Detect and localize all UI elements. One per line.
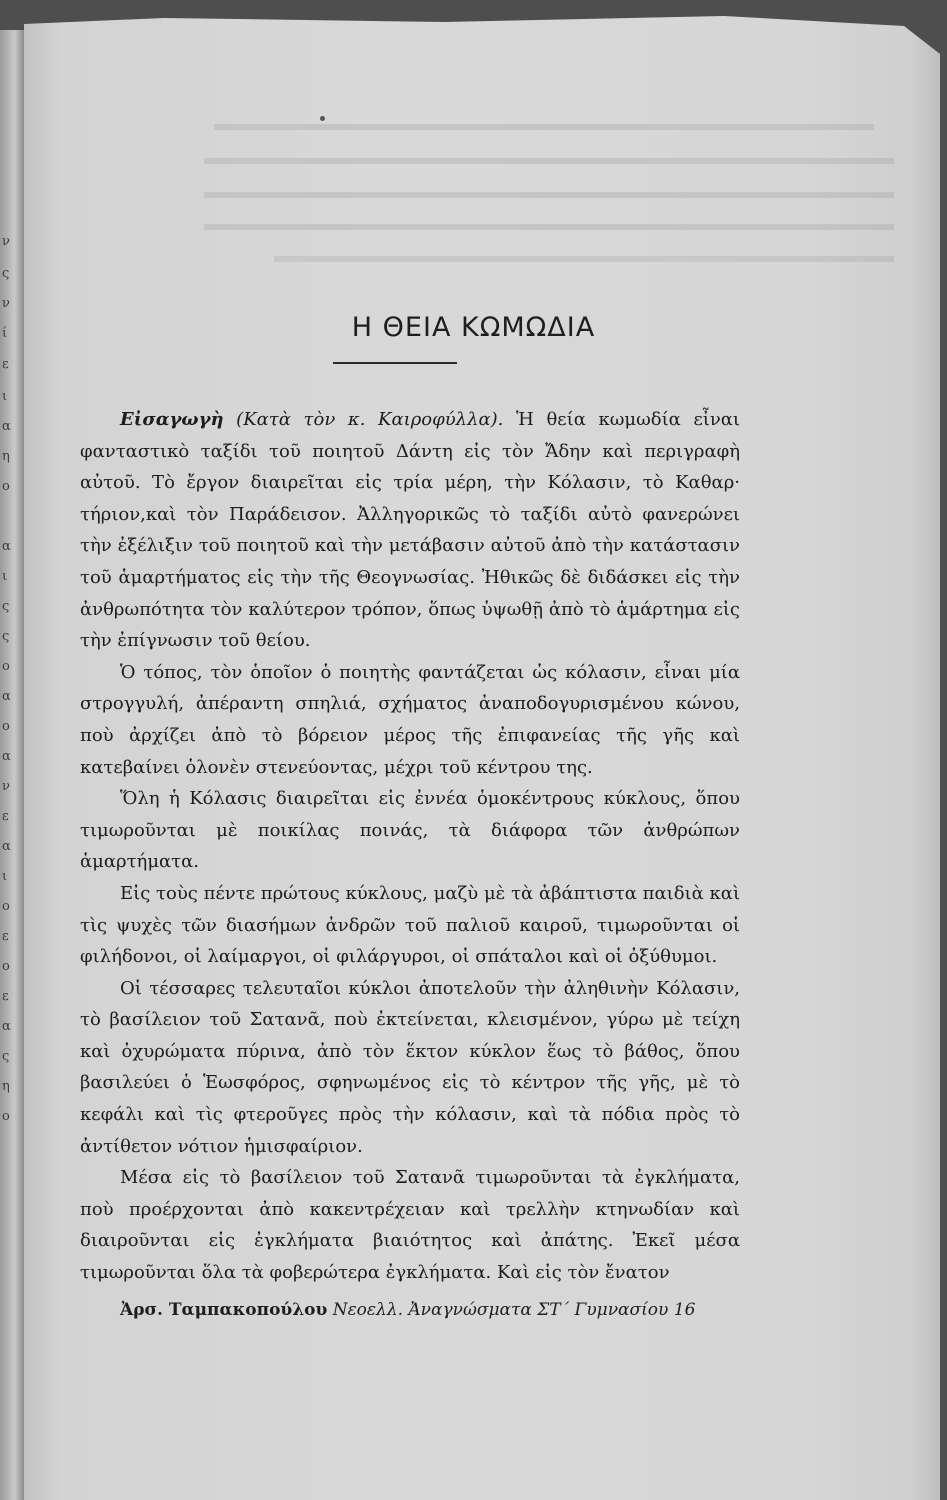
paragraph: Μέσα εἰς τὸ βασίλειον τοῦ Σατανᾶ τιμωροῦνται τὰ ἐγκλήματα, ποὺ προέρχονται ἀπὸ κακεντρέχειαν καὶ τρελλὴν κτηνωδίαν καὶ διαιροῦνται εἰς ἐγκλήματα βιαιότητος καὶ ἀπάτης. Ἐκεῖ μέσα τιμωροῦνται ὅλα τὰ φοβερώτερα ἐγκλήματα. Καὶ εἰς τὸν ἔνατον bbox=[80, 1167, 740, 1284]
page-title: Η ΘΕΙΑ ΚΩΜΩΔΙΑ bbox=[351, 312, 596, 343]
paragraph: Ὅλη ἡ Κόλασις διαιρεῖται εἰς ἐννέα ὁμοκέντρους κύκλους, ὅπου τιμωροῦνται μὲ ποικίλας ποινάς, τὰ διάφορα τῶν ἀνθρώπων ἁμαρτήματα. bbox=[80, 788, 740, 873]
intro-label: Εἰσαγωγὴ bbox=[120, 409, 224, 430]
show-through-text bbox=[154, 114, 934, 304]
intro-paragraph bbox=[80, 404, 740, 657]
intro-source: (Κατὰ τὸν κ. Καιροφύλλα). bbox=[236, 409, 504, 430]
previous-page-edge: ν ς ν ί ε ι α η ο α ι ς ς ο α ο α ν ε α ι ο ε ο ε α ς η ο bbox=[0, 30, 24, 1500]
paragraph: Εἰς τοὺς πέντε πρώτους κύκλους, μαζὺ μὲ τὰ ἀβάπτιστα παιδιὰ καὶ τὶς ψυχὲς τῶν διασήμων ἀνδρῶν τοῦ παλιοῦ καιροῦ, τιμωροῦνται οἱ φιλήδονοι, οἱ λαίμαργοι, οἱ φιλάργυροι, οἱ σπάταλοι καὶ οἱ ὀξύθυμοι. bbox=[80, 882, 740, 968]
paragraph: Οἱ τέσσαρες τελευταῖοι κύκλοι ἀποτελοῦν τὴν ἀληθινὴν Κόλασιν, τὸ βασίλειον τοῦ Σατανᾶ, ποὺ ἐκτείνεται, κλεισμένον, γύρω μὲ τείχη καὶ ὀχυρώματα πύρινα, ἀπὸ τὸν ἕκτον κύκλον ἕως τὸ βάθος, ὅπου βασιλεύει ὁ Ἑωσφόρος, σφηνωμένος εἰς τὸ κέντρον τῆς γῆς, μὲ τὸ κεφάλι καὶ τὶς φτεροῦγες πρὸς τὴν κόλασιν, καὶ τὰ πόδια πρὸς τὸ ἀντίθετον νότιον ἡμισφαίριον. bbox=[80, 977, 740, 1157]
page-mark bbox=[320, 116, 325, 121]
paragraph: Ὁ τόπος, τὸν ὁποῖον ὁ ποιητὴς φαντάζεται ὡς κόλασιν, εἶναι μία στρογγυλή, ἀπέραντη σπηλιά, σχήματος ἀναποδογυρισμένου κώνου, ποὺ ἀρχίζει ἀπὸ τὸ βόρειον μέρος τῆς ἐπιφανείας τῆς γῆς καὶ κατεβαίνει ὁλονὲν στενεύοντας, μέχρι τοῦ κέντρου της. bbox=[80, 661, 740, 778]
footer-book: Νεοελλ. Ἀναγνώσματα ΣΤ΄ Γυμνασίου 16 bbox=[332, 1300, 696, 1320]
bleed-lines bbox=[154, 114, 934, 294]
article-body bbox=[80, 404, 740, 1289]
source-footer bbox=[120, 1300, 745, 1320]
footer-author: Ἀρσ. Ταμπακοπούλου bbox=[120, 1300, 328, 1320]
intro-text: Ἡ θεία κωμωδία εἶναι φανταστικὸ ταξίδι τοῦ ποιητοῦ Δάντη εἰς τὸν Ἄδην καὶ περιγραφὴ αὐτοῦ. Τὸ ἔργον διαιρεῖται εἰς τρία μέρη, τὴν Κόλασιν, τὸ Καθαρ· τήριον,καὶ τὸν Παράδεισον. Ἀλληγορικῶς τὸ ταξίδι αὐτὸ φανερώνει τὴν ἐξέλιξιν τοῦ ποιητοῦ καὶ τὴν μετάβασιν αὐτοῦ ἀπὸ τὴν κατάστασιν τοῦ ἁμαρτήματος εἰς τὴν τῆς Θεογνωσίας. Ἠθικῶς δὲ διδάσκει εἰς τὴν ἀνθρωπότητα τὸν καλύτερον τρόπον, ὅπως ὑψωθῇ ἀπὸ τὸ ἁμάρτημα εἰς τὴν ἐπίγνωσιν τοῦ θείου. bbox=[80, 409, 740, 652]
title-divider bbox=[333, 362, 457, 364]
